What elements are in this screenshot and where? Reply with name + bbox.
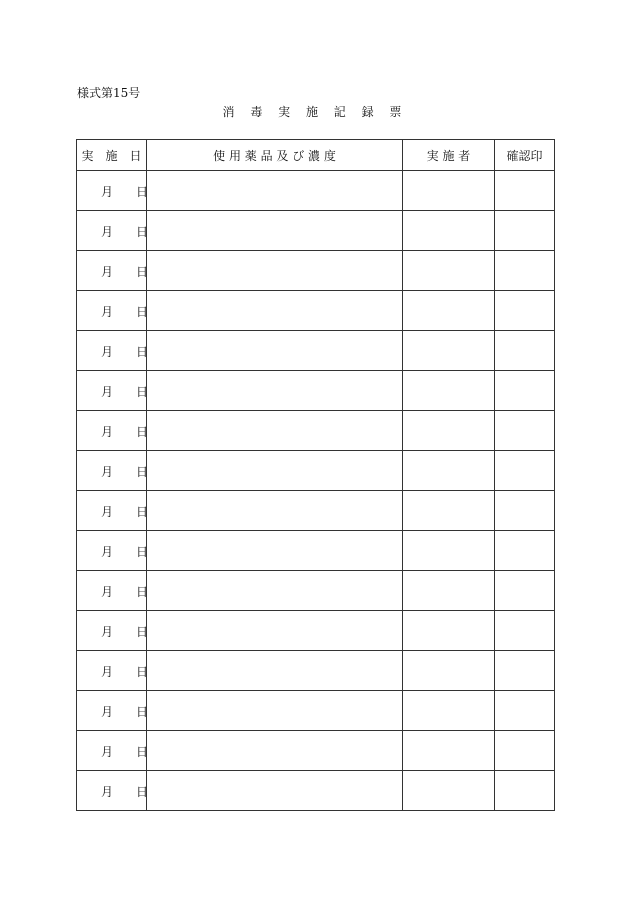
date-cell[interactable] [77,371,147,411]
operator-cell[interactable] [403,571,495,611]
confirmation-stamp-cell[interactable] [495,771,555,811]
operator-cell[interactable] [403,171,495,211]
table-row [77,411,555,451]
chemical-concentration-cell[interactable] [147,691,403,731]
table-row [77,211,555,251]
operator-cell[interactable] [403,731,495,771]
confirmation-stamp-cell[interactable] [495,171,555,211]
date-cell[interactable] [77,691,147,731]
month-label: 月 [101,505,114,519]
table-row [77,331,555,371]
confirmation-stamp-cell[interactable] [495,291,555,331]
table-row [77,571,555,611]
table-row [77,451,555,491]
chemical-concentration-cell[interactable] [147,491,403,531]
operator-cell[interactable] [403,611,495,651]
chemical-concentration-cell[interactable] [147,531,403,571]
confirmation-stamp-cell[interactable] [495,371,555,411]
month-label: 月 [101,785,114,799]
month-label: 月 [101,225,114,239]
date-cell[interactable] [77,291,147,331]
day-label: 日 [136,705,149,719]
day-label: 日 [136,465,149,479]
operator-cell[interactable] [403,291,495,331]
day-label: 日 [136,225,149,239]
header-confirmation-stamp: 確認印 [495,140,555,171]
table-row [77,771,555,811]
chemical-concentration-cell[interactable] [147,291,403,331]
confirmation-stamp-cell[interactable] [495,731,555,771]
date-cell[interactable] [77,211,147,251]
month-label: 月 [101,745,114,759]
month-label: 月 [101,545,114,559]
operator-cell[interactable] [403,531,495,571]
day-label: 日 [136,625,149,639]
month-label: 月 [101,465,114,479]
chemical-concentration-cell[interactable] [147,771,403,811]
confirmation-stamp-cell[interactable] [495,691,555,731]
confirmation-stamp-cell[interactable] [495,331,555,371]
confirmation-stamp-cell[interactable] [495,611,555,651]
chemical-concentration-cell[interactable] [147,451,403,491]
chemical-concentration-cell[interactable] [147,731,403,771]
month-label: 月 [101,625,114,639]
chemical-concentration-cell[interactable] [147,371,403,411]
table-row [77,611,555,651]
header-date: 実 施 日 [77,140,147,171]
confirmation-stamp-cell[interactable] [495,571,555,611]
day-label: 日 [136,785,149,799]
table-row [77,171,555,211]
operator-cell[interactable] [403,331,495,371]
confirmation-stamp-cell[interactable] [495,531,555,571]
date-cell[interactable] [77,731,147,771]
month-label: 月 [101,585,114,599]
day-label: 日 [136,345,149,359]
chemical-concentration-cell[interactable] [147,211,403,251]
day-label: 日 [136,745,149,759]
document-title: 消 毒 実 施 記 録 票 [222,105,408,119]
operator-cell[interactable] [403,451,495,491]
operator-cell[interactable] [403,491,495,531]
date-cell[interactable] [77,171,147,211]
day-label: 日 [136,425,149,439]
confirmation-stamp-cell[interactable] [495,651,555,691]
chemical-concentration-cell[interactable] [147,171,403,211]
day-label: 日 [136,585,149,599]
day-label: 日 [136,265,149,279]
chemical-concentration-cell[interactable] [147,611,403,651]
header-row [77,140,555,171]
month-label: 月 [101,665,114,679]
operator-cell[interactable] [403,251,495,291]
date-cell[interactable] [77,611,147,651]
disinfection-record-table [76,139,555,811]
operator-cell[interactable] [403,771,495,811]
table-row [77,731,555,771]
month-label: 月 [101,185,114,199]
date-cell[interactable] [77,491,147,531]
day-label: 日 [136,385,149,399]
table-row [77,251,555,291]
day-label: 日 [136,505,149,519]
chemical-concentration-cell[interactable] [147,571,403,611]
day-label: 日 [136,665,149,679]
operator-cell[interactable] [403,691,495,731]
form-number: 様式第15号 [77,86,141,100]
day-label: 日 [136,185,149,199]
table-row [77,531,555,571]
chemical-concentration-cell[interactable] [147,651,403,691]
month-label: 月 [101,425,114,439]
date-cell[interactable] [77,411,147,451]
header-operator: 実 施 者 [403,140,495,171]
date-cell[interactable] [77,531,147,571]
month-label: 月 [101,305,114,319]
month-label: 月 [101,265,114,279]
chemical-concentration-cell[interactable] [147,331,403,371]
confirmation-stamp-cell[interactable] [495,451,555,491]
operator-cell[interactable] [403,371,495,411]
header-chemical-concentration: 使 用 薬 品 及 び 濃 度 [147,140,403,171]
month-label: 月 [101,345,114,359]
confirmation-stamp-cell[interactable] [495,411,555,451]
date-cell[interactable] [77,651,147,691]
operator-cell[interactable] [403,651,495,691]
confirmation-stamp-cell[interactable] [495,211,555,251]
table-row [77,291,555,331]
confirmation-stamp-cell[interactable] [495,251,555,291]
operator-cell[interactable] [403,411,495,451]
table-row [77,491,555,531]
date-cell[interactable] [77,331,147,371]
month-label: 月 [101,385,114,399]
table-row [77,651,555,691]
date-cell[interactable] [77,451,147,491]
table-row [77,371,555,411]
chemical-concentration-cell[interactable] [147,411,403,451]
date-cell[interactable] [77,771,147,811]
date-cell[interactable] [77,251,147,291]
month-label: 月 [101,705,114,719]
chemical-concentration-cell[interactable] [147,251,403,291]
day-label: 日 [136,305,149,319]
day-label: 日 [136,545,149,559]
table-row [77,691,555,731]
operator-cell[interactable] [403,211,495,251]
confirmation-stamp-cell[interactable] [495,491,555,531]
date-cell[interactable] [77,571,147,611]
